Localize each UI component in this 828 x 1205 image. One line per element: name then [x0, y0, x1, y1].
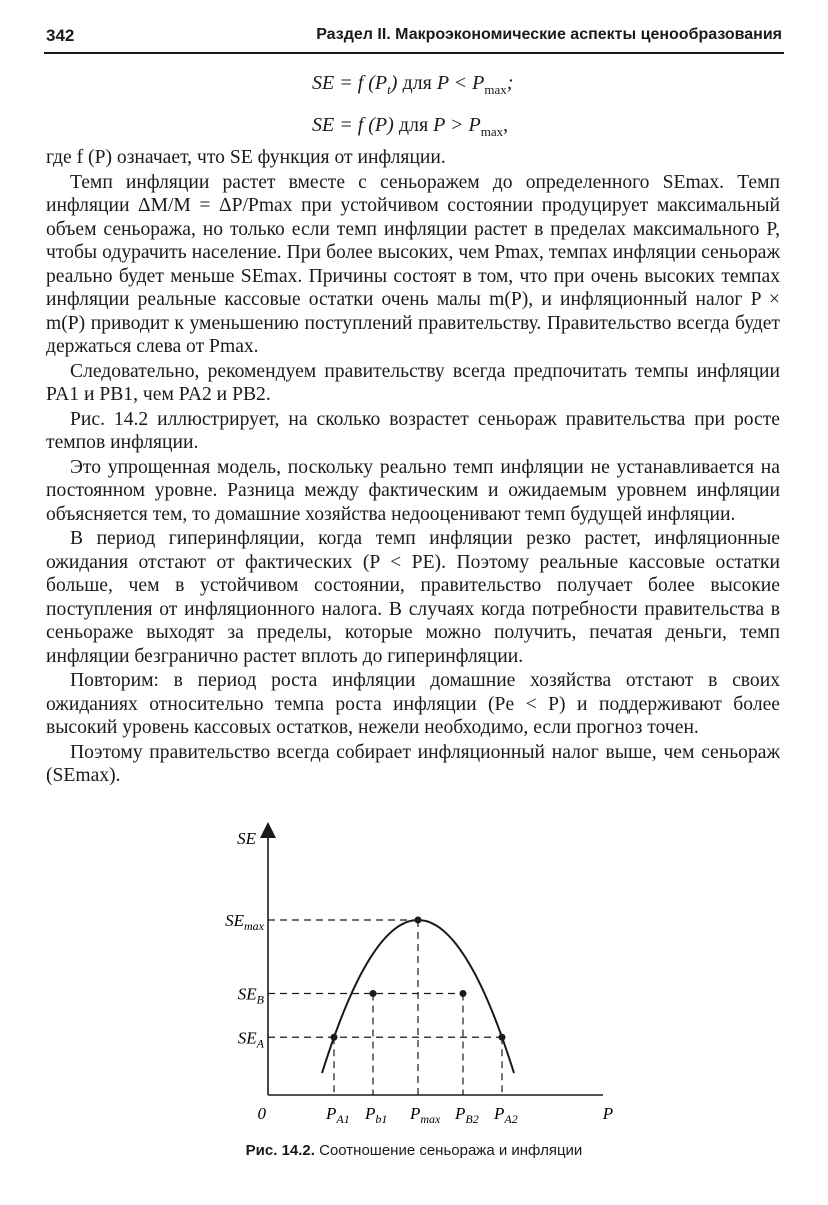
paragraph: Следовательно, рекомендуем правительству всегда предпочитать темпы инфляции PA1 и PB1, чем PA2 и PB2.	[46, 360, 780, 405]
running-head	[44, 22, 784, 54]
paragraph: Темп инфляции растет вместе с сеньоражем до определенного SEmax. Темп инфляции ΔM/M = ΔP/Pmax при устойчивом состоянии продуцирует максимальный объем сеньоража, но только если темп инфляции растет в пределах максимального P, чтобы одурачить население. При более высоких, чем Pmax, темпах инфляции сеньораж реально будет меньше SEmax. Причины состоят в том, что при очень высоких темпах инфляции реальные кассовые остатки очень малы m(P), и инфляционный налог P × m(P) приводит к уменьшению поступлений правительству. Правительство всегда будет держаться слева от Pmax.	[46, 171, 780, 357]
curve-point-max	[415, 917, 422, 924]
section-title: Раздел II. Макроэкономические аспекты ценообразования	[316, 26, 782, 43]
paragraph: Поэтому правительство всегда собирает инфляционный налог выше, чем сеньораж (SEmax).	[46, 741, 780, 786]
origin-label: 0	[257, 1104, 266, 1123]
formula-2: SE = f (P) для $P > P_{max}$,	[312, 114, 509, 139]
curve-point-A1	[331, 1034, 338, 1041]
paragraph: Это упрощенная модель, поскольку реально темп инфляции не устанавливается на постоянном уровне. Разница между фактическим и ожидаемым уровнем инфляции объясняется тем, то домашние хозяйства недооценивают темп будущей инфляции.	[46, 456, 780, 525]
level-label-max: $SE_{max}$	[225, 911, 264, 933]
curve-point-B2	[460, 990, 467, 997]
level-label-A: $SE_A$	[237, 1028, 264, 1051]
seigniorage-curve-diagram	[200, 820, 620, 1140]
x-tick-label-B2: $P_{B2}$	[455, 1104, 479, 1126]
curve-point-B1	[370, 990, 377, 997]
y-axis-label: SE	[237, 829, 256, 848]
x-tick-label-A2: $P_{A2}$	[494, 1104, 518, 1126]
body-text	[46, 146, 780, 789]
paragraph: В период гиперинфляции, когда темп инфляции резко растет, инфляционные ожидания отстают от фактических (P < PE). Поэтому реальные кассовые остатки больше, чем в устойчивом состоянии, правительство получает более высокие поступления от инфляционного налога. В случаях когда потребности правительства в сеньораже выходят за пределы, которые можно получить, печатая деньги, темп инфляции безгранично растет вплоть до гиперинфляции.	[46, 528, 780, 667]
level-label-B: $SE_B$	[237, 984, 264, 1007]
paragraph: Повторим: в период роста инфляции домашние хозяйства отстают в своих ожиданиях относительно темпа роста инфляции (Pe < P) и поддерживают более высокий уровень кассовых остатков, нежели необходимо, если прогноз точен.	[46, 670, 780, 738]
figure-caption	[0, 1142, 828, 1159]
figure-seigniorage-inflation	[200, 820, 620, 1140]
caption-number: Рис. 14.2.	[245, 1142, 315, 1159]
x-tick-label-A1: $P_{A1}$	[326, 1104, 350, 1126]
formula-1: SE = f $(P_t)$ для $P < P_{max}$;	[312, 72, 514, 97]
paragraph: Рис. 14.2 иллюстрирует, на сколько возрастет сеньораж правительства при росте темпов инфляции.	[46, 408, 780, 453]
x-axis-label: P	[602, 1104, 614, 1123]
x-tick-label-max: $P_{max}$	[410, 1104, 441, 1126]
page-number: 342	[46, 26, 75, 45]
caption-text: Соотношение сеньоража и инфляции	[319, 1142, 583, 1159]
x-tick-label-B1: $P_{b1}$	[365, 1104, 388, 1126]
curve-point-A2	[499, 1034, 506, 1041]
paragraph: где f (P) означает, что SE функция от инфляции.	[46, 147, 446, 168]
